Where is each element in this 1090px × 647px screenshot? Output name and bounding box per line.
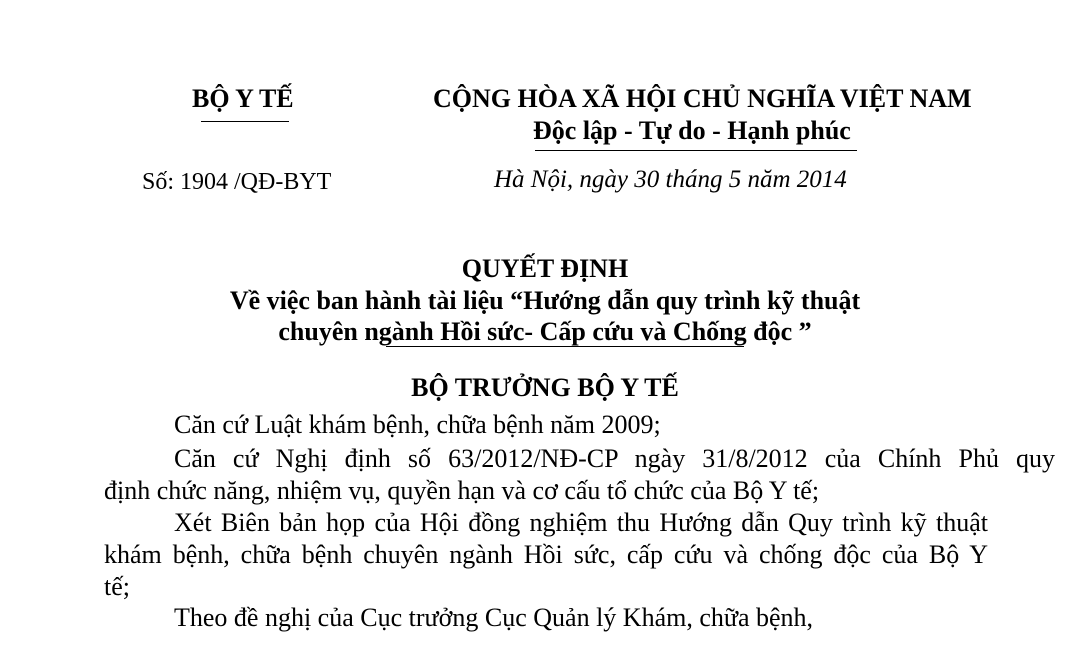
subject-underline (386, 346, 744, 347)
subject-line-1: Về việc ban hành tài liệu “Hướng dẫn quy trình kỹ thuật (229, 286, 861, 315)
body-line-5: khám bệnh, chữa bệnh chuyên ngành Hồi sức, cấp cứu và chống độc của Bộ Y (104, 540, 988, 569)
place-and-date: Hà Nội, ngày 30 tháng 5 năm 2014 (494, 166, 847, 193)
body-line-4: Xét Biên bản họp của Hội đồng nghiệm thu Hướng dẫn Quy trình kỹ thuật (174, 508, 988, 537)
body-line-3: định chức năng, nhiệm vụ, quyền hạn và cơ cấu tổ chức của Bộ Y tế; (104, 476, 820, 505)
body-line-6: tế; (104, 572, 130, 601)
signer-authority: BỘ TRƯỞNG BỘ Y TẾ (411, 373, 679, 402)
body-line-2: Căn cứ Nghị định số 63/2012/NĐ-CP ngày 31/8/2012 của Chính Phủ quy (174, 444, 1055, 473)
ministry-underline (201, 121, 289, 122)
document-type: QUYẾT ĐỊNH (461, 254, 629, 283)
national-motto: Độc lập - Tự do - Hạnh phúc (533, 116, 851, 145)
subject-line-2: chuyên ngành Hồi sức- Cấp cứu và Chống độc ” (278, 317, 812, 346)
body-line-7: Theo đề nghị của Cục trưởng Cục Quản lý Khám, chữa bệnh, (174, 603, 814, 632)
motto-underline (535, 150, 857, 151)
document-number: Số: 1904 /QĐ-BYT (142, 169, 332, 195)
body-line-1: Căn cứ Luật khám bệnh, chữa bệnh năm 2009; (174, 410, 661, 439)
national-title: CỘNG HÒA XÃ HỘI CHỦ NGHĨA VIỆT NAM (433, 84, 972, 113)
issuing-ministry: BỘ Y TẾ (192, 84, 294, 113)
